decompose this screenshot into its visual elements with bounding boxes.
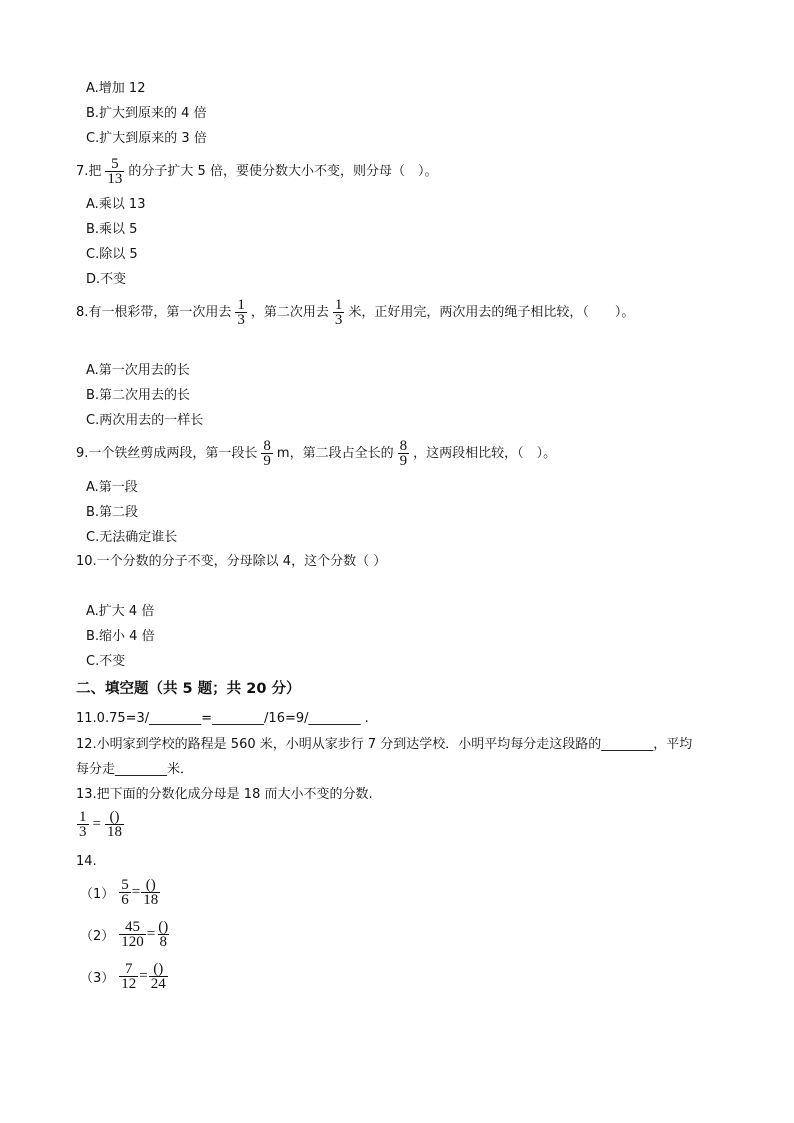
q8-fraction-2 bbox=[333, 298, 345, 327]
q14-item-3-right-fraction bbox=[149, 962, 168, 991]
q8-frac2-num: 1 bbox=[334, 297, 343, 313]
q14-label: 14. bbox=[76, 854, 97, 869]
q7-prefix: 7.把 bbox=[76, 164, 102, 179]
q7-option-b: B.乘以 5 bbox=[86, 222, 138, 237]
q9-frac1-num: 8 bbox=[263, 438, 271, 454]
q10-option-c: C.不变 bbox=[86, 654, 126, 669]
q7-option-d: D.不变 bbox=[86, 272, 127, 287]
q10-option-a: A.扩大 4 倍 bbox=[86, 604, 155, 619]
q9-option-c: C.无法确定谁长 bbox=[86, 530, 178, 545]
q6-option-c: C.扩大到原来的 3 倍 bbox=[86, 131, 207, 146]
q6-option-b: B.扩大到原来的 4 倍 bbox=[86, 106, 207, 121]
q14-item-1-index: （1） bbox=[80, 887, 115, 902]
q14-item-2-left-num: 45 bbox=[125, 919, 141, 935]
q14-item-1-left-den: 6 bbox=[121, 892, 129, 908]
q7-option-a: A.乘以 13 bbox=[86, 197, 146, 212]
q14-item-1-left-fraction bbox=[119, 878, 131, 907]
q8-frac1-den: 3 bbox=[237, 312, 245, 328]
q10-option-b: B.缩小 4 倍 bbox=[86, 629, 155, 644]
q14-item-1-left-num: 5 bbox=[121, 877, 129, 893]
q14-item-3-right-num: () bbox=[153, 961, 164, 977]
q9-frac2-num: 8 bbox=[399, 438, 408, 454]
q14-item-3-equals: = bbox=[139, 968, 148, 984]
q13-left-fraction bbox=[77, 810, 89, 839]
q13-equals: = bbox=[92, 816, 101, 832]
q7-frac-num: 5 bbox=[111, 156, 119, 172]
q9-option-b: B.第二段 bbox=[86, 505, 139, 520]
q9-middle: m，第二段占全长的 bbox=[276, 446, 394, 461]
q12-stem-line2: 每分走________米． bbox=[76, 762, 194, 777]
q14-item-2-equals: = bbox=[146, 926, 156, 942]
q8-option-b: B.第二次用去的长 bbox=[86, 388, 191, 403]
q9-fraction-1 bbox=[261, 439, 273, 468]
q9-frac2-den: 9 bbox=[399, 453, 408, 469]
q14-item-3-left-den: 12 bbox=[121, 976, 137, 992]
q9-fraction-2 bbox=[398, 439, 410, 468]
q9-frac1-den: 9 bbox=[263, 453, 271, 469]
q8-option-a: A.第一次用去的长 bbox=[86, 363, 190, 378]
q8-option-c: C.两次用去的一样长 bbox=[86, 413, 204, 428]
q14-item-2 bbox=[80, 920, 171, 949]
q8-stem bbox=[76, 296, 634, 330]
q8-middle: ，第二次用去 bbox=[250, 305, 329, 320]
q7-stem bbox=[76, 155, 437, 189]
q14-item-1-right-num: () bbox=[145, 877, 156, 893]
q10-stem: 10.一个分数的分子不变，分母除以 4，这个分数（ ） bbox=[76, 554, 387, 569]
q11-stem: 11.0.75=3/________=________/16=9/________ . bbox=[76, 711, 369, 726]
q14-item-3-left-fraction bbox=[119, 962, 138, 991]
q13-right-fraction bbox=[105, 810, 124, 839]
q13-right-den: 18 bbox=[106, 824, 122, 840]
q14-item-2-index: （2） bbox=[80, 929, 115, 944]
section-heading-fill-in: 二、填空题（共 5 题；共 20 分） bbox=[76, 681, 301, 697]
q7-fraction bbox=[105, 157, 124, 186]
q13-left-den: 3 bbox=[79, 824, 87, 840]
q14-item-2-left-den: 120 bbox=[121, 934, 144, 950]
q14-item-3-index: （3） bbox=[80, 971, 115, 986]
q7-option-c: C.除以 5 bbox=[86, 247, 138, 262]
q14-item-1-equals: = bbox=[131, 884, 141, 900]
q13-left-num: 1 bbox=[79, 809, 87, 825]
q14-item-3-right-den: 24 bbox=[150, 976, 166, 992]
q8-frac2-den: 3 bbox=[334, 312, 343, 328]
q13-equation bbox=[76, 810, 125, 839]
q12-stem-line1: 12.小明家到学校的路程是 560 米，小明从家步行 7 分到达学校．小明平均每分走这段路的________，平均 bbox=[76, 737, 693, 752]
q14-item-1-right-fraction bbox=[141, 878, 160, 907]
q14-item-2-right-num: () bbox=[158, 919, 169, 935]
q14-item-2-left-fraction bbox=[119, 920, 146, 949]
q13-right-num: () bbox=[109, 809, 120, 825]
q6-option-a: A.增加 12 bbox=[86, 81, 146, 96]
q9-option-a: A.第一段 bbox=[86, 480, 138, 495]
q7-frac-den: 13 bbox=[107, 171, 123, 187]
q14-item-1 bbox=[80, 878, 161, 907]
q14-item-1-right-den: 18 bbox=[143, 892, 159, 908]
q13-stem: 13.把下面的分数化成分母是 18 而大小不变的分数. bbox=[76, 787, 373, 802]
q7-suffix: 的分子扩大 5 倍，要使分数大小不变，则分母（ ）。 bbox=[128, 164, 438, 179]
q9-suffix: ，这两段相比较，（ ）。 bbox=[413, 446, 557, 461]
q8-suffix: 米，正好用完，两次用去的绳子相比较，（ ）。 bbox=[348, 305, 635, 320]
q8-frac1-num: 1 bbox=[237, 297, 245, 313]
q9-stem bbox=[76, 437, 556, 471]
q14-item-2-right-den: 8 bbox=[159, 934, 167, 950]
q14-item-3 bbox=[80, 962, 169, 991]
q8-fraction-1 bbox=[235, 298, 247, 327]
q8-prefix: 8.有一根彩带，第一次用去 bbox=[76, 305, 232, 320]
q14-item-2-right-fraction bbox=[156, 920, 170, 949]
q9-prefix: 9.一个铁丝剪成两段，第一段长 bbox=[76, 446, 258, 461]
q14-item-3-left-num: 7 bbox=[125, 961, 133, 977]
